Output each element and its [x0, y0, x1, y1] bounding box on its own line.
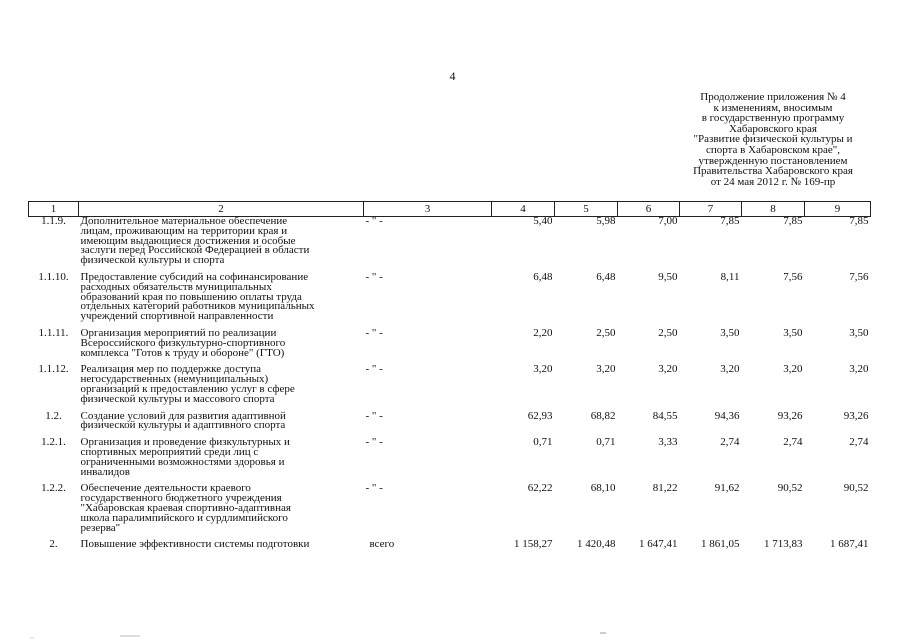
column-header: 3	[364, 202, 492, 217]
row-value: 1 861,05	[701, 538, 740, 551]
row-value: 5,40	[533, 215, 553, 227]
table-row	[29, 484, 871, 540]
row-value: 3,33	[658, 436, 678, 449]
row-value: 93,26	[843, 409, 869, 422]
row-value: 7,85	[849, 215, 869, 227]
row-description-line: физической культуры и массового спорта	[80, 392, 275, 405]
row-value: 6,48	[596, 270, 616, 283]
column-header: 8	[742, 202, 805, 217]
row-value: 3,20	[720, 363, 740, 376]
row-description	[79, 326, 364, 365]
row-number: 1.1.12.	[38, 363, 69, 376]
row-value: 7,56	[849, 270, 869, 283]
row-description-line: резерва"	[80, 521, 121, 534]
row-description-line: расходных обязательств муниципальных	[80, 280, 272, 293]
table-body	[29, 217, 871, 558]
row-value: 90,52	[777, 482, 803, 495]
row-description-line: учреждений спортивной направленности	[80, 310, 274, 323]
row-value: 1 687,41	[830, 538, 869, 551]
column-header: 5	[555, 202, 618, 217]
row-value: 2,20	[533, 326, 553, 339]
row-description-line: организаций к предоставлению услуг в сфере	[80, 382, 295, 395]
row-value: 3,50	[849, 326, 869, 339]
appendix-note-line: Продолжение приложения № 4	[700, 91, 846, 103]
row-source: - " -	[365, 326, 383, 339]
column-header: 9	[805, 202, 871, 217]
row-description	[79, 484, 364, 540]
row-number: 1.2.	[45, 409, 62, 422]
row-description-line: отдельных категорий работников муниципальных	[80, 300, 315, 313]
row-value: 62,22	[527, 482, 553, 495]
row-source: - " -	[365, 482, 383, 495]
row-description-line: комплекса "Готов к труду и обороне" (ГТО)	[80, 346, 285, 359]
row-value: 91,62	[714, 482, 740, 495]
row-value: 90,52	[843, 482, 869, 495]
row-number: 1.1.11.	[38, 326, 69, 339]
row-value: 3,20	[596, 363, 616, 376]
row-number: 1.2.2.	[41, 482, 66, 495]
row-value: 2,50	[596, 326, 616, 339]
row-value: 1 713,83	[764, 538, 803, 551]
row-number: 1.1.9.	[41, 215, 66, 227]
row-description-line: негосударственных (немуниципальных)	[80, 373, 269, 386]
row-value: 93,26	[777, 409, 803, 422]
table-row	[29, 412, 871, 439]
row-value: 7,56	[783, 270, 803, 283]
row-value: 1 158,27	[514, 538, 553, 551]
row-value: 3,20	[533, 363, 553, 376]
row-value: 1 647,41	[639, 538, 678, 551]
row-description-line: спортивных мероприятий среди лиц с	[80, 445, 259, 458]
row-value: 9,50	[658, 270, 678, 283]
appendix-note-line: "Развитие физической культуры и	[693, 133, 853, 146]
appendix-note-line: Правительства Хабаровского края	[693, 165, 853, 178]
column-header: 6	[618, 202, 680, 217]
row-description-line: образований края по повышению оплаты труда	[80, 290, 302, 303]
row-description-line: инвалидов	[80, 465, 130, 478]
row-value: 7,85	[720, 215, 740, 227]
row-description-line: ограниченными возможностями здоровья и	[80, 455, 285, 468]
row-value: 2,74	[720, 436, 740, 449]
row-description-line: лицам, проживающим на территории края и	[80, 224, 288, 237]
row-value: 84,55	[652, 409, 678, 422]
row-description-line: Дополнительное материальное обеспечение	[80, 215, 288, 227]
row-description	[79, 217, 364, 273]
appendix-note-line: утвержденную постановлением	[698, 154, 848, 167]
table-row	[29, 540, 871, 557]
row-value: 3,20	[658, 363, 678, 376]
row-description-line: Всероссийского физкультурно-спортивного	[80, 336, 286, 349]
row-value: 3,50	[783, 326, 803, 339]
table-row	[29, 365, 871, 411]
row-description-line: "Хабаровская краевая спортивно-адаптивная	[80, 501, 291, 514]
row-description	[79, 409, 364, 439]
row-description-line: физической культуры и спорта	[80, 254, 225, 267]
row-value: 3,50	[720, 326, 740, 339]
program-table	[28, 201, 871, 557]
scan-edge-marks	[0, 630, 905, 640]
row-description	[79, 365, 364, 411]
row-description-line: заслуги перед Российской Федерацией в области	[80, 244, 310, 257]
column-header: 1	[29, 202, 79, 217]
row-description-line: государственного бюджетного учреждения	[80, 492, 282, 505]
column-header: 7	[680, 202, 742, 217]
row-description-line: физической культуры и адаптивного спорта	[80, 419, 286, 432]
appendix-note-line: от 24 мая 2012 г. № 169-пр	[710, 175, 836, 188]
column-header: 2	[79, 202, 364, 217]
row-source: - " -	[365, 409, 383, 422]
page-number: 4	[449, 69, 456, 83]
table-row	[29, 273, 871, 329]
appendix-note-line: спорта в Хабаровском крае",	[705, 143, 841, 156]
row-number: 1.2.1.	[41, 436, 66, 449]
appendix-note-line: к изменениям, вносимым	[713, 101, 833, 114]
row-value: 7,00	[658, 215, 678, 227]
table-row	[29, 329, 871, 365]
row-value: 2,74	[849, 436, 869, 449]
row-value: 5,98	[596, 215, 616, 227]
row-source: - " -	[365, 215, 383, 227]
row-number: 1.1.10.	[38, 270, 69, 283]
row-value: 81,22	[652, 482, 678, 495]
row-description-line: Организация и проведение физкультурных и	[80, 436, 290, 449]
row-value: 1 420,48	[577, 538, 616, 551]
row-source: всего	[369, 538, 395, 551]
row-description-line: школа паралимпийского и сурдлимпийского	[80, 511, 288, 524]
row-value: 62,93	[527, 409, 553, 422]
row-description-line: Создание условий для развития адаптивной	[80, 409, 286, 422]
row-value: 3,20	[783, 363, 803, 376]
row-value: 68,10	[590, 482, 616, 495]
row-description	[79, 540, 364, 557]
row-source: - " -	[365, 363, 383, 376]
appendix-note-line: Хабаровского края	[729, 122, 817, 135]
row-value: 0,71	[533, 436, 553, 449]
row-description-line: Обеспечение деятельности краевого	[80, 482, 251, 495]
appendix-note-line: в государственную программу	[701, 112, 845, 125]
row-description	[79, 270, 364, 329]
row-value: 6,48	[533, 270, 553, 283]
row-source: - " -	[365, 436, 383, 449]
row-description-line: Предоставление субсидий на софинансирование	[80, 270, 309, 283]
appendix-note	[660, 92, 886, 187]
row-value: 3,20	[849, 363, 869, 376]
row-description-line: имеющим выдающиеся достижения и особые	[80, 234, 296, 247]
row-value: 7,85	[783, 215, 803, 227]
table-row	[29, 217, 871, 273]
row-value: 2,50	[658, 326, 678, 339]
row-source: - " -	[365, 270, 383, 283]
row-number: 2.	[49, 538, 58, 551]
row-value: 68,82	[590, 409, 616, 422]
row-description-line: Организация мероприятий по реализации	[80, 326, 277, 339]
row-value: 2,74	[783, 436, 803, 449]
column-header: 4	[492, 202, 555, 217]
row-value: 8,11	[720, 270, 740, 283]
row-description	[79, 438, 364, 484]
row-value: 94,36	[714, 409, 740, 422]
table-row	[29, 438, 871, 484]
row-description-line: Повышение эффективности системы подготовки	[80, 538, 310, 551]
row-description-line: Реализация мер по поддержке доступа	[80, 363, 262, 376]
row-value: 0,71	[596, 436, 616, 449]
